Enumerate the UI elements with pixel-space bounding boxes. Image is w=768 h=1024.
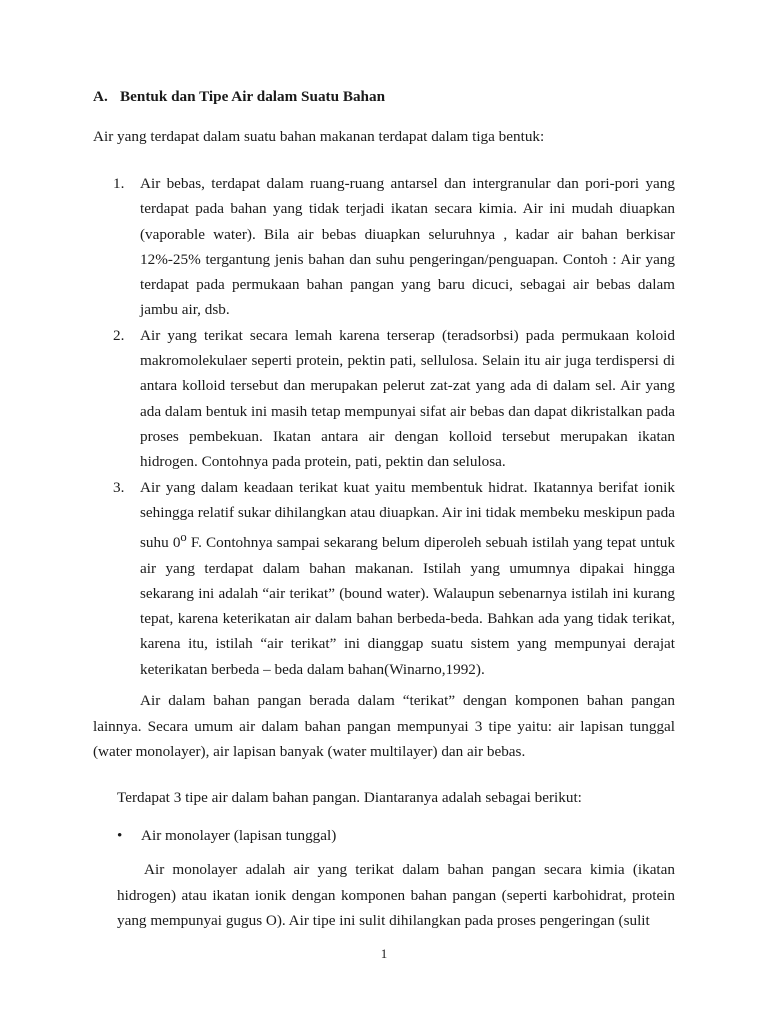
section-letter: A. [93, 88, 108, 105]
list-item-number: 2. [113, 326, 125, 344]
list-item [113, 475, 675, 682]
list-item-text-before: Air yang dalam keadaan terikat kuat yaitu membentuk hidrat. Ikatannya berifat ionik sehingga relatif sukar dihilangkan atau diuapkan. Air ini tidak membeku meskipun pada suhu 0 [140, 478, 675, 552]
list-item-text: Air bebas, terdapat dalam ruang-ruang antarsel dan intergranular dan pori-pori yang terdapat pada bahan yang tidak terjadi ikatan secara kimia. Air ini mudah diuapkan (vaporable water). Bila air bebas diuapkan seluruhnya , kadar air bahan berkisar 12%-25% tergantung jenis bahan dan suhu pengeringan/penguapan. Contoh : Air yang terdapat pada permukaan bahan pangan yang baru dicuci, sebagai air bebas dalam jambu air, dsb. [140, 175, 675, 319]
section-title: Bentuk dan Tipe Air dalam Suatu Bahan [120, 88, 386, 105]
water-forms-list [113, 171, 675, 682]
bullet-item-monolayer [117, 827, 336, 845]
list-item [113, 171, 675, 323]
list-item-text [140, 479, 675, 678]
paragraph-water-types-overview: Air dalam bahan pangan berada dalam “terikat” dengan komponen bahan pangan lainnya. Secara umum air dalam bahan pangan mempunyai 3 tipe yaitu: air lapisan tunggal (water monolayer), air lapisan banyak (water multilayer) dan air bebas. [93, 692, 675, 761]
degree-superscript: o [180, 530, 187, 545]
page-number: 1 [380, 946, 388, 961]
intro-paragraph: Air yang terdapat dalam suatu bahan makanan terdapat dalam tiga bentuk: [93, 128, 545, 145]
list-item-number: 1. [113, 175, 125, 192]
paragraph-monolayer: Air monolayer adalah air yang terikat dalam bahan pangan secara kimia (ikatan hidrogen) atau ikatan ionik dengan komponen bahan pangan (seperti karbohidrat, protein yang mempunyai gugus O). Air tipe ini sulit dihilangkan pada proses pengeringan (sulit [117, 861, 675, 930]
list-item [113, 323, 675, 475]
section-heading [93, 88, 385, 106]
bullet-symbol: • [117, 827, 123, 844]
list-item-text-after: F. Contohnya sampai sekarang belum diperoleh sebuah istilah yang tepat untuk air yang terdapat dalam bahan makanan. Istilah yang umumnya dipakai hingga sekarang ini adalah “air terikat” (bound water). Walaupun sebenarnya istilah ini kurang tepat, karena keterikatan air dalam bahan berbeda-beda. Bahkan ada yang tidak terikat, karena itu, istilah “air terikat” ini dianggap suatu sistem yang mempunyai derajat keterikatan berbeda – beda dalam bahan(Winarno,1992). [140, 534, 675, 678]
bullet-label: Air monolayer (lapisan tunggal) [141, 827, 337, 844]
list-item-number: 3. [113, 478, 125, 496]
paragraph-types-intro: Terdapat 3 tipe air dalam bahan pangan. Diantaranya adalah sebagai berikut: [117, 789, 582, 806]
list-item-text: Air yang terikat secara lemah karena terserap (teradsorbsi) pada permukaan koloid makromolekulaer seperti protein, pektin pati, sellulosa. Selain itu air juga terdispersi di antara kolloid tersebut dan merupakan pelerut zat-zat yang ada di dalam sel. Air yang ada dalam bentuk ini masih tetap mempunyai sifat air bebas dan dapat dikristalkan pada proses pembekuan. Ikatan antara air dengan kolloid tersebut merupakan ikatan hidrogen. Contohnya pada protein, pati, pektin dan selulosa. [140, 326, 675, 471]
